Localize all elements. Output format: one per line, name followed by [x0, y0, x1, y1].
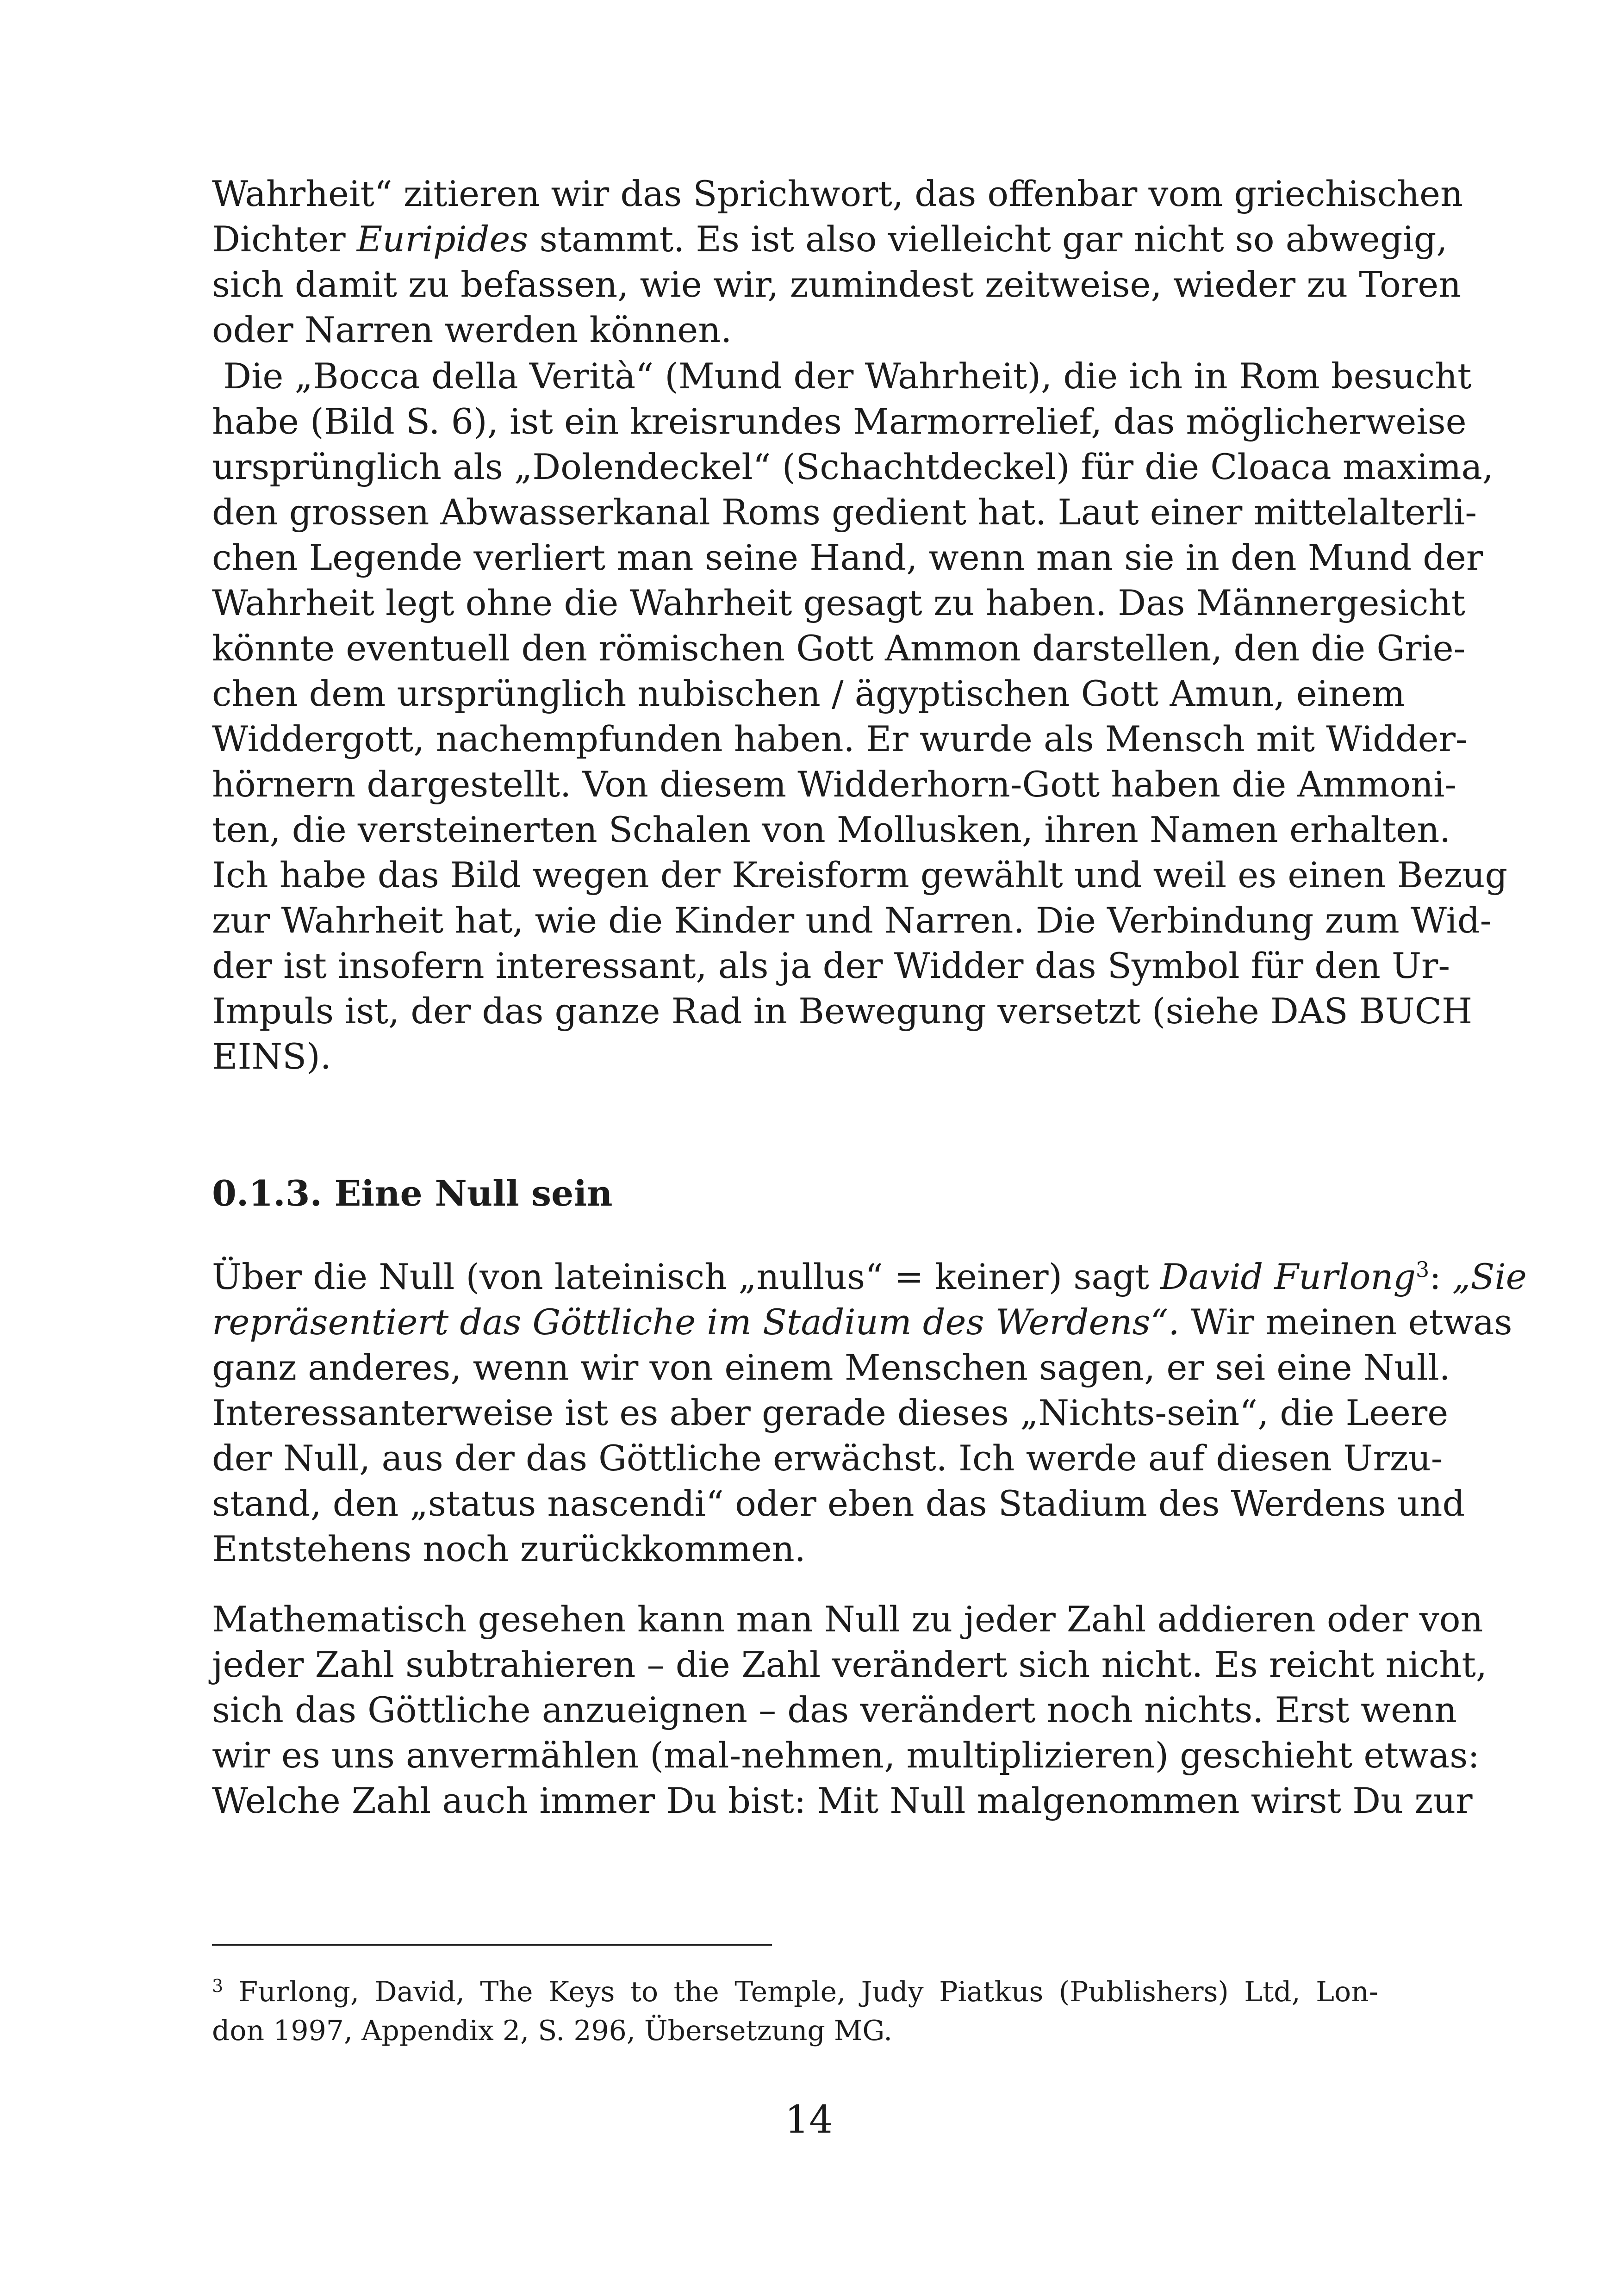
paragraph-3	[212, 1254, 1527, 1572]
text-line: den grossen Abwasserkanal Roms gedient hat. Laut einer mittelalterli-	[212, 492, 1477, 533]
text-line: Dichter Euripides stammt. Es ist also vielleicht gar nicht so abwegig,	[212, 218, 1448, 260]
footnote-line: don 1997, Appendix 2, S. 296, Übersetzung MG.	[212, 2015, 893, 2047]
text-line: Interessanterweise ist es aber gerade dieses „Nichts-sein“, die Leere	[212, 1392, 1449, 1433]
footnote-reference[interactable]: 3	[1416, 1257, 1430, 1282]
text-line: Wahrheit“ zitieren wir das Sprichwort, das offenbar vom griechischen	[212, 173, 1463, 214]
text-line: jeder Zahl subtrahieren – die Zahl verändert sich nicht. Es reicht nicht,	[212, 1644, 1487, 1685]
section-heading: 0.1.3. Eine Null sein	[212, 1173, 613, 1214]
text-line: Wahrheit legt ohne die Wahrheit gesagt zu haben. Das Männergesicht	[212, 582, 1465, 623]
text-line: EINS).	[212, 1036, 331, 1077]
text-line: ten, die versteinerten Schalen von Mollusken, ihren Namen erhalten.	[212, 809, 1451, 850]
text-line: sich damit zu befassen, wie wir, zumindest zeitweise, wieder zu Toren	[212, 264, 1462, 305]
text-line: repräsentiert das Göttliche im Stadium des Werdens“. Wir meinen etwas	[212, 1301, 1512, 1343]
text-line: der ist insofern interessant, als ja der Widder das Symbol für den Ur-	[212, 945, 1450, 986]
text-line: chen Legende verliert man seine Hand, wenn man sie in den Mund der	[212, 537, 1483, 578]
author-name: David Furlong	[1160, 1256, 1416, 1297]
footnote-divider	[212, 1944, 772, 1946]
text-line: Welche Zahl auch immer Du bist: Mit Null malgenommen wirst Du zur	[212, 1780, 1473, 1821]
text-line: habe (Bild S. 6), ist ein kreisrundes Marmorrelief, das möglicherweise	[212, 401, 1467, 442]
paragraph-4	[212, 1597, 1487, 1823]
text-line: hörnern dargestellt. Von diesem Widderhorn-Gott haben die Ammoni-	[212, 764, 1457, 805]
text-line: stand, den „status nascendi“ oder eben das Stadium des Werdens und	[212, 1483, 1465, 1524]
footnote	[212, 1972, 1378, 2050]
text-line: zur Wahrheit hat, wie die Kinder und Narren. Die Verbindung zum Wid-	[212, 900, 1492, 941]
quote-start: „Sie	[1452, 1256, 1527, 1297]
text-line: ganz anderes, wenn wir von einem Menschen sagen, er sei eine Null.	[212, 1347, 1450, 1388]
text-line: könnte eventuell den römischen Gott Ammon darstellen, den die Grie-	[212, 628, 1466, 669]
text-line: Impuls ist, der das ganze Rad in Bewegung versetzt (siehe DAS BUCH	[212, 990, 1473, 1032]
text-line: sich das Göttliche anzueignen – das verändert noch nichts. Erst wenn	[212, 1689, 1457, 1730]
text-line: wir es uns anvermählen (mal-nehmen, multiplizieren) geschieht etwas:	[212, 1735, 1480, 1776]
text-line: der Null, aus der das Göttliche erwächst. Ich werde auf diesen Urzu-	[212, 1437, 1443, 1479]
author-name: Euripides	[356, 218, 529, 260]
text-line: chen dem ursprünglich nubischen / ägyptischen Gott Amun, einem	[212, 673, 1405, 714]
footnote-marker: 3	[212, 1976, 224, 1996]
text-line: Entstehens noch zurückkommen.	[212, 1528, 806, 1569]
paragraph-2	[212, 354, 1508, 1079]
footnote-line: $^3$ Furlong, David, The Keys to the Temple, Judy Piatkus (Publishers) Ltd, Lon-	[212, 1976, 1378, 2008]
paragraph-1	[212, 171, 1463, 353]
text-line: Über die Null (von lateinisch „nullus“ = keiner) sagt David Furlong$^3$: „Sie	[212, 1256, 1527, 1297]
text-line: ursprünglich als „Dolendeckel“ (Schachtdeckel) für die Cloaca maxima,	[212, 446, 1494, 487]
quote: repräsentiert das Göttliche im Stadium des Werdens“.	[212, 1301, 1180, 1343]
text-line: Die „Bocca della Verità“ (Mund der Wahrheit), die ich in Rom besucht	[212, 355, 1472, 397]
text-line: oder Narren werden können.	[212, 309, 732, 350]
page-number: 14	[784, 2098, 834, 2142]
text-line: Widdergott, nachempfunden haben. Er wurde als Mensch mit Widder-	[212, 718, 1468, 759]
text-line: Ich habe das Bild wegen der Kreisform gewählt und weil es einen Bezug	[212, 854, 1508, 896]
text-line: Mathematisch gesehen kann man Null zu jeder Zahl addieren oder von	[212, 1599, 1483, 1640]
